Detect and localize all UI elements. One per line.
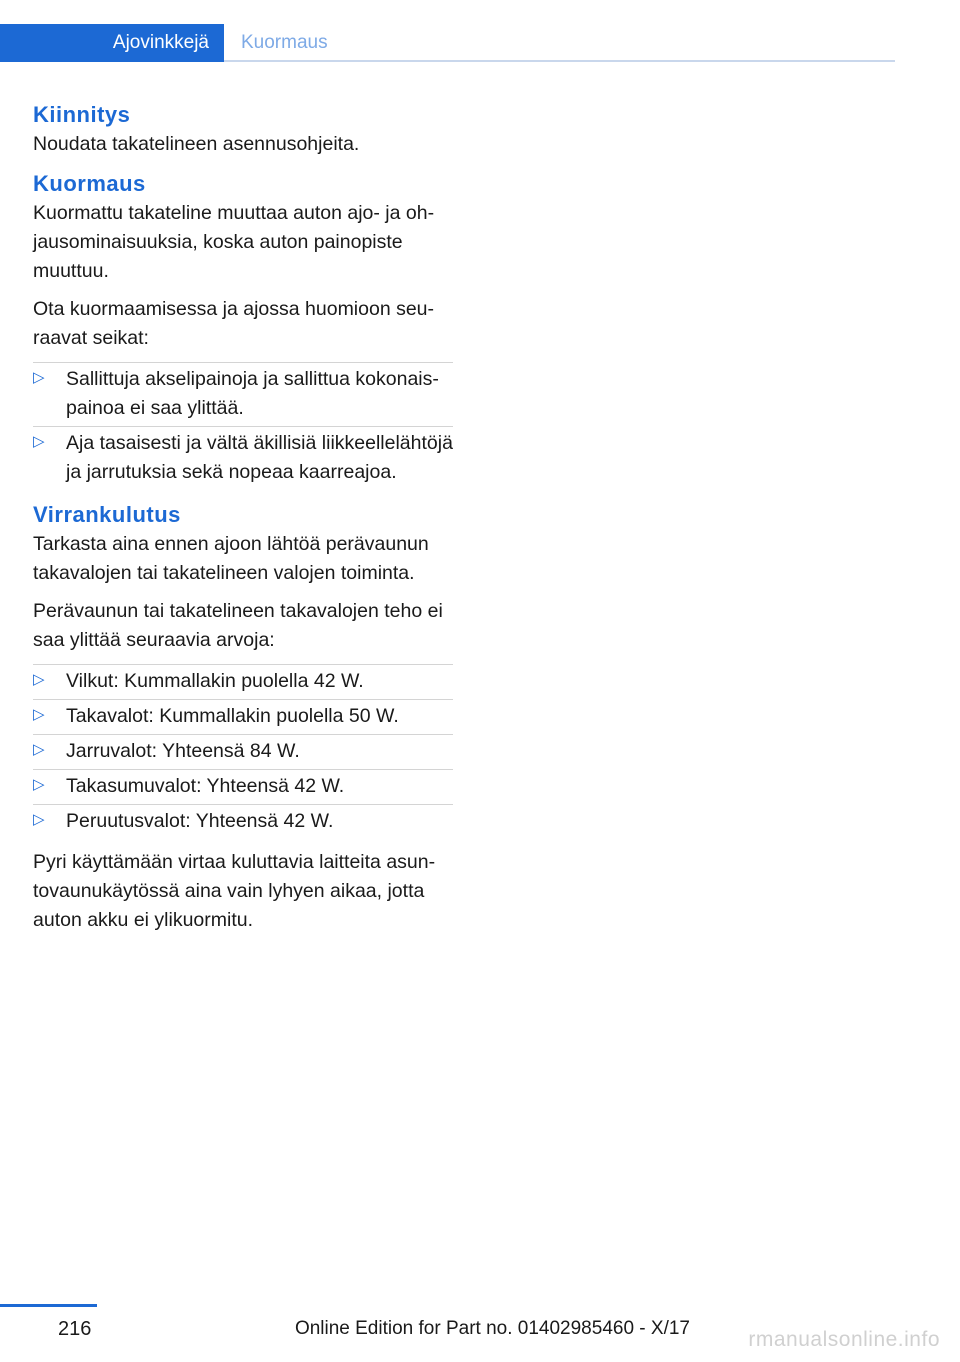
- page-number: 216: [58, 1318, 92, 1340]
- list-item-text: Aja tasaisesti ja vältä äkillisiä liikkeellelähtöjä ja jarrutuksia sekä nopeaa kaarreajoa.: [66, 432, 453, 483]
- section-title: Virrankulutus: [33, 502, 181, 527]
- list-item-text: Vilkut: Kummallakin puolella 42 W.: [66, 670, 364, 692]
- list-item: [33, 804, 453, 839]
- paragraph: Noudata takatelineen asennusohjeita.: [33, 133, 360, 155]
- list-item: [33, 664, 453, 699]
- main-content: [33, 100, 453, 945]
- paragraph: Tarkasta aina ennen ajoon lähtöä perävaunun takavalojen tai takatelineen valojen toiminta.: [33, 533, 429, 584]
- section-title: Kuormaus: [33, 171, 146, 196]
- section-tab[interactable]: Kuormaus: [241, 32, 328, 53]
- watermark: rmanualsonline.info: [748, 1328, 940, 1351]
- triangle-bullet-icon: ▷: [33, 369, 45, 386]
- triangle-bullet-icon: ▷: [33, 671, 45, 688]
- list-item: [33, 362, 453, 426]
- paragraph: Pyri käyttämään virtaa kuluttavia laitteita asuntovaunukäytössä aina vain lyhyen aikaa, jotta auton akku ei ylikuormitu.: [33, 851, 436, 931]
- list-item-text: Peruutusvalot: Yhteensä 42 W.: [66, 810, 334, 832]
- list-item-text: Jarruvalot: Yhteensä 84 W.: [66, 740, 300, 762]
- page-header: [0, 24, 895, 62]
- section-kiinnitys: [33, 100, 453, 159]
- list-item: [33, 699, 453, 734]
- section-kuormaus: [33, 169, 453, 490]
- list-item: [33, 769, 453, 804]
- triangle-bullet-icon: ▷: [33, 706, 45, 723]
- list-item-text: Takavalot: Kummallakin puolella 50 W.: [66, 705, 399, 727]
- section-virrankulutus: [33, 500, 453, 935]
- bullet-list: [33, 362, 453, 490]
- paragraph: Perävaunun tai takatelineen takavalojen teho ei saa ylittää seuraavia arvoja:: [33, 600, 443, 651]
- paragraph: Ota kuormaamisessa ja ajossa huomioon seuraavat seikat:: [33, 298, 435, 349]
- paragraph: Kuormattu takateline muuttaa auton ajo- ja ohjausominaisuuksia, koska auton painopiste muuttuu.: [33, 202, 435, 282]
- bullet-list: [33, 664, 453, 839]
- triangle-bullet-icon: ▷: [33, 433, 45, 450]
- edition-text: Online Edition for Part no. 01402985460 - X/17: [294, 1318, 690, 1339]
- list-item: [33, 426, 453, 490]
- triangle-bullet-icon: ▷: [33, 741, 45, 758]
- chapter-tab[interactable]: Ajovinkkejä: [0, 24, 224, 62]
- footer-rule: [0, 1304, 97, 1307]
- list-item-text: Takasumuvalot: Yhteensä 42 W.: [66, 775, 345, 797]
- triangle-bullet-icon: ▷: [33, 776, 45, 793]
- section-title: Kiinnitys: [33, 102, 131, 127]
- list-item-text: Sallittuja akselipainoja ja sallittua kokonaispainoa ei saa ylittää.: [66, 368, 439, 419]
- triangle-bullet-icon: ▷: [33, 811, 45, 828]
- list-item: [33, 734, 453, 769]
